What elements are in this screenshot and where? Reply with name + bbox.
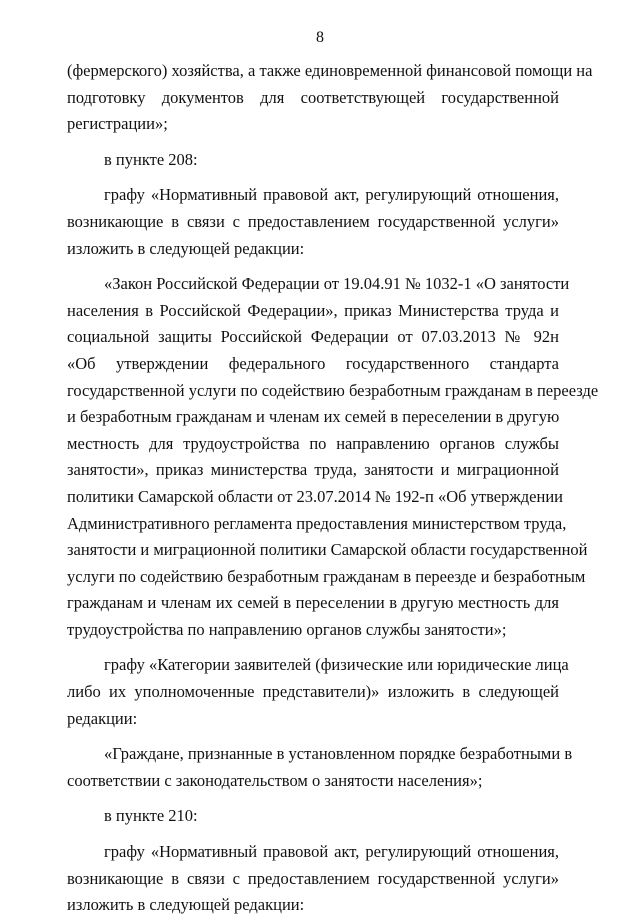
text-line: редакции:	[67, 708, 138, 728]
text-line: возникающие в связи с предоставлением государственной услуги»	[67, 868, 559, 888]
text-line: занятости и миграционной политики Самарской области государственной	[67, 540, 588, 560]
text-line: графу «Нормативный правовой акт, регулирующий отношения,	[104, 842, 559, 862]
paragraph-gap	[67, 830, 559, 839]
text-line: «Закон Российской Федерации от 19.04.91 № 1032-1 «О занятости	[104, 274, 570, 294]
text-line: социальной защиты Российской Федерации от 07.03.2013 № 92н	[67, 327, 559, 347]
text-line: графу «Нормативный правовой акт, регулирующий отношения,	[104, 185, 559, 205]
text-line: местность для трудоустройства по направлению органов службы	[67, 433, 559, 453]
text-line: в пункте 210:	[104, 806, 198, 826]
text-line: изложить в следующей редакции:	[67, 238, 305, 258]
text-line: населения в Российской Федерации», приказ Министерства труда и	[67, 300, 559, 320]
paragraph-gap	[67, 138, 559, 147]
text-line: трудоустройства по направлению органов службы занятости»;	[67, 619, 507, 639]
page-number: 8	[316, 29, 324, 46]
text-line: «Граждане, признанные в установленном порядке безработными в	[104, 744, 573, 764]
text-line: услуги по содействию безработным гражданам в переезде и безработным	[67, 566, 586, 586]
text-line: соответствии с законодательством о занятости населения»;	[67, 770, 483, 790]
text-line: гражданам и членам их семей в переселении в другую местность для	[67, 593, 559, 613]
text-line: (фермерского) хозяйства, а также единовременной финансовой помощи на	[67, 61, 593, 80]
text-line: графу «Категории заявителей (физические или юридические лица	[104, 655, 569, 675]
text-line: возникающие в связи с предоставлением государственной услуги»	[67, 211, 559, 231]
document-body	[67, 58, 599, 919]
paragraph-gap	[67, 732, 559, 741]
paragraph-gap	[67, 262, 559, 271]
text-line: политики Самарской области от 23.07.2014 № 192-п «Об утверждении	[67, 486, 563, 506]
text-line: либо их уполномоченные представители)» изложить в следующей	[67, 682, 559, 702]
text-line: изложить в следующей редакции:	[67, 895, 305, 915]
text-line: и безработным гражданам и членам их семей в переселении в другую	[67, 407, 560, 427]
text-line: занятости», приказ министерства труда, занятости и миграционной	[67, 460, 559, 480]
text-line: в пункте 208:	[104, 149, 198, 169]
text-line: «Об утверждении федерального государственного стандарта	[67, 353, 559, 373]
paragraph-gap	[67, 794, 559, 803]
text-line: регистрации»;	[67, 114, 168, 134]
text-line: Административного регламента предоставления министерством труда,	[67, 513, 567, 533]
text-line: подготовку документов для соответствующей государственной	[67, 87, 559, 107]
paragraph-gap	[67, 643, 559, 652]
paragraph-gap	[67, 173, 559, 182]
text-line: государственной услуги по содействию безработным гражданам в переезде	[67, 380, 599, 400]
